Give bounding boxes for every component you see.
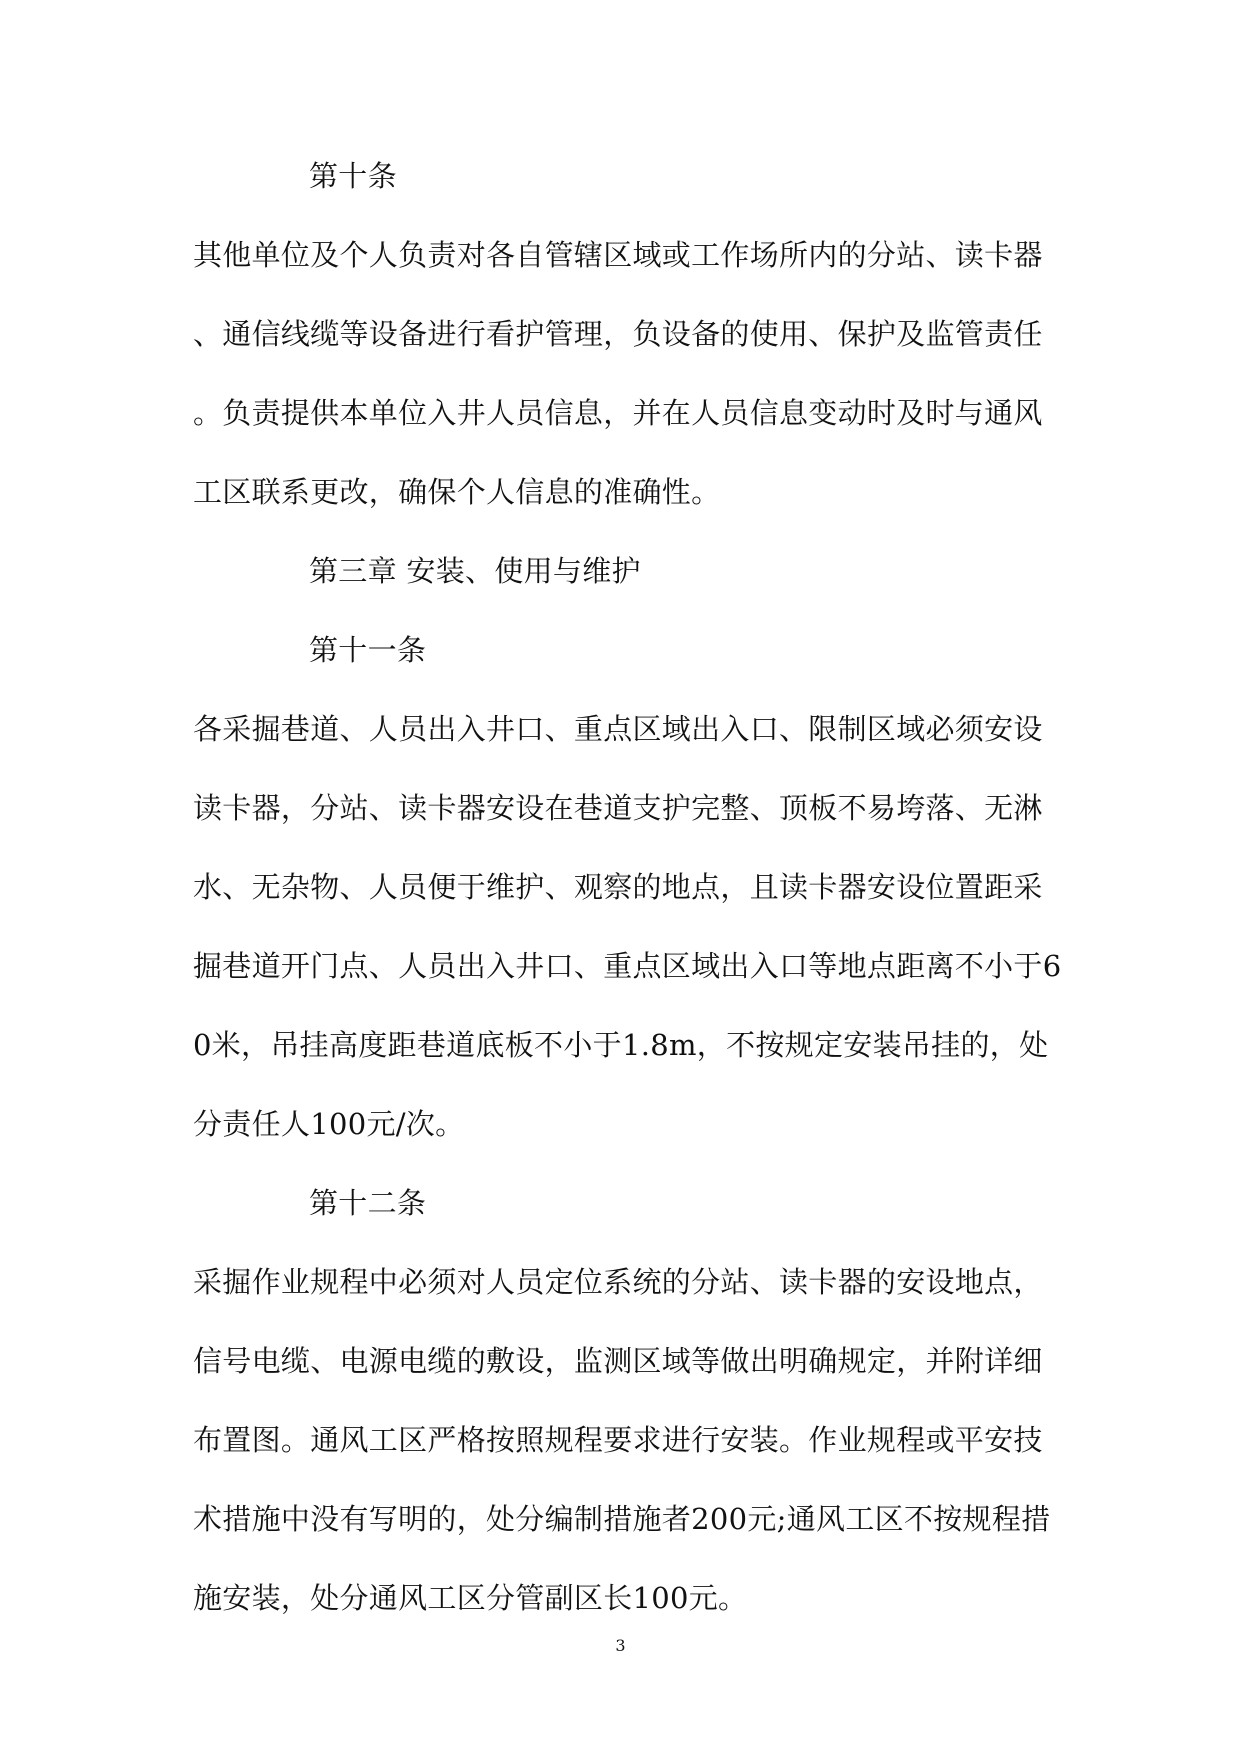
article-heading: 第十二条 <box>309 1186 427 1220</box>
chapter-heading: 第三章 安装、使用与维护 <box>309 554 641 588</box>
article-heading: 第十条 <box>309 159 397 193</box>
paragraph-line: 布置图。通风工区严格按照规程要求进行安装。作业规程或平安技 <box>193 1423 1043 1457</box>
paragraph-line: 施安装，处分通风工区分管副区长100元。 <box>193 1581 748 1615</box>
page-number: 3 <box>615 1636 626 1655</box>
paragraph-line: 信号电缆、电源电缆的敷设，监测区域等做出明确规定，并附详细 <box>193 1344 1043 1378</box>
paragraph-line: 分责任人100元/次。 <box>193 1107 465 1141</box>
paragraph-line: 、通信线缆等设备进行看护管理，负设备的使用、保护及监管责任 <box>193 317 1043 351</box>
paragraph-line: 采掘作业规程中必须对人员定位系统的分站、读卡器的安设地点， <box>193 1265 1043 1299</box>
paragraph-line: 读卡器，分站、读卡器安设在巷道支护完整、顶板不易垮落、无淋 <box>193 791 1043 825</box>
paragraph-line: 掘巷道开门点、人员出入井口、重点区域出入口等地点距离不小于6 <box>193 949 1062 983</box>
paragraph-line: 各采掘巷道、人员出入井口、重点区域出入口、限制区域必须安设 <box>193 712 1043 746</box>
paragraph-line: 0米，吊挂高度距巷道底板不小于1.8m，不按规定安装吊挂的，处 <box>193 1028 1049 1062</box>
paragraph-line: 其他单位及个人负责对各自管辖区域或工作场所内的分站、读卡器 <box>193 238 1043 272</box>
paragraph-line: 。负责提供本单位入井人员信息，并在人员信息变动时及时与通风 <box>193 396 1043 430</box>
paragraph-line: 术措施中没有写明的，处分编制措施者200元;通风工区不按规程措 <box>193 1502 1051 1536</box>
article-heading: 第十一条 <box>309 633 427 667</box>
paragraph-line: 工区联系更改，确保个人信息的准确性。 <box>193 475 721 509</box>
paragraph-line: 水、无杂物、人员便于维护、观察的地点，且读卡器安设位置距采 <box>193 870 1043 904</box>
